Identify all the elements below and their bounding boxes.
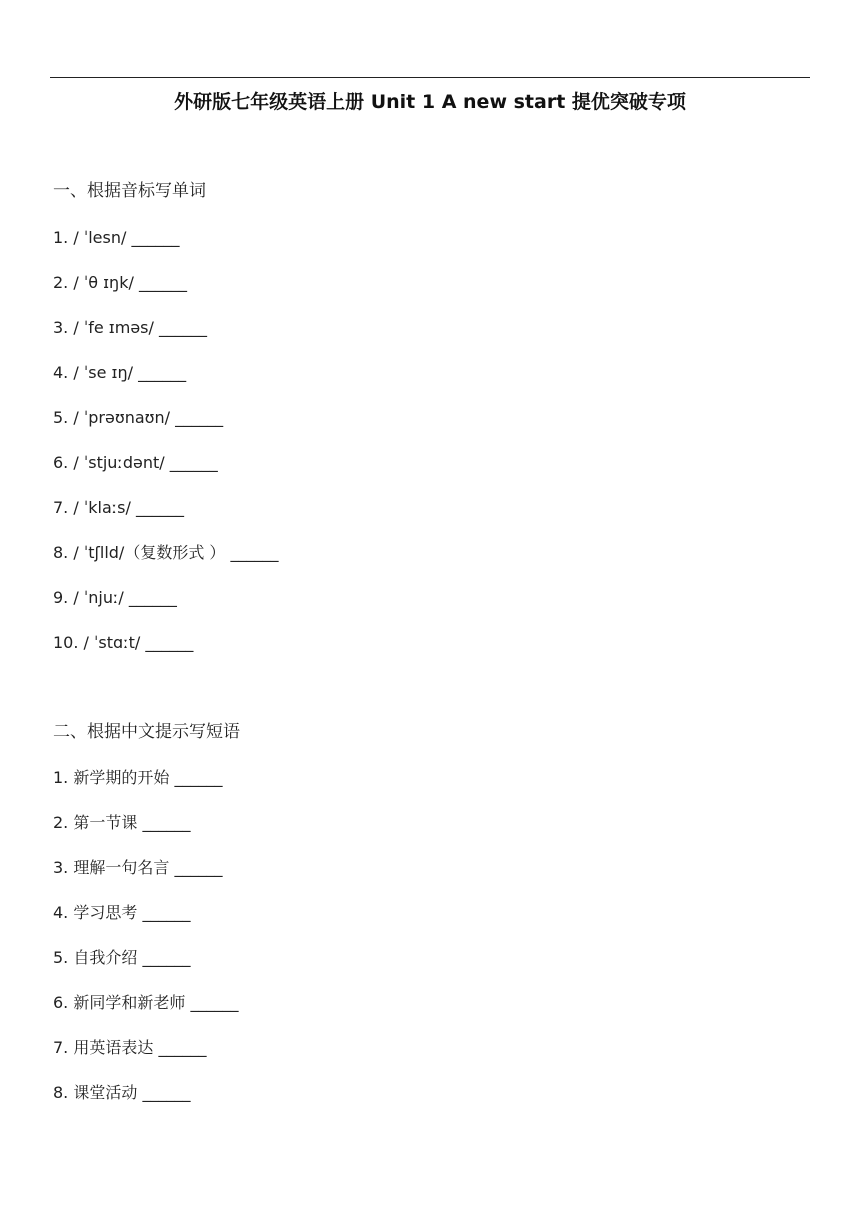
question-number: 10. [53,633,79,652]
chinese-prompt: 新学期的开始 [73,768,170,787]
chinese-prompt: 课堂活动 [73,1083,138,1102]
question-number: 5. [53,948,69,967]
section-1-question-10 [53,631,193,655]
phonetic-prompt: / ˈfe ɪməs/ [73,318,154,337]
question-number: 3. [53,318,69,337]
answer-blank[interactable]: ______ [138,363,187,382]
section-2-question-1 [53,766,222,790]
phonetic-prompt: / ˈstɑːt/ [83,633,141,652]
phonetic-prompt: / ˈprəʊnaʊn/ [73,408,171,427]
answer-blank[interactable]: ______ [142,948,191,967]
answer-blank[interactable]: ______ [159,318,207,337]
section-2-question-8 [53,1081,190,1105]
section-1-question-8 [53,541,279,565]
section-2-heading: 二、根据中文提示写短语 [53,722,240,742]
answer-blank[interactable]: ______ [142,813,191,832]
answer-blank[interactable]: ______ [175,408,224,427]
chinese-prompt: 新同学和新老师 [73,993,186,1012]
section-1-question-9 [53,586,177,610]
question-number: 6. [53,453,69,472]
answer-blank[interactable]: ______ [145,633,194,652]
document-title: 外研版七年级英语上册 Unit 1 A new start 提优突破专项 [174,91,686,113]
question-number: 7. [53,1038,69,1057]
phonetic-prompt: / ˈse ɪŋ/ [73,363,133,382]
question-number: 9. [53,588,69,607]
question-number: 5. [53,408,69,427]
chinese-prompt: 自我介绍 [73,948,138,967]
section-1-question-4 [53,361,186,385]
answer-blank[interactable]: ______ [169,453,218,472]
section-1-question-6 [53,451,218,475]
question-number: 2. [53,273,69,292]
section-1-heading: 一、根据音标写单词 [53,181,206,201]
answer-blank[interactable]: ______ [142,903,191,922]
question-number: 8. [53,543,69,562]
section-1-question-7 [53,496,184,520]
phonetic-prompt: / ˈlesn/ [73,228,127,247]
phonetic-prompt: / ˈθ ɪŋk/ [73,273,134,292]
section-2-question-3 [53,856,222,880]
question-number: 2. [53,813,69,832]
phonetic-prompt: / ˈnjuː/ [73,588,124,607]
answer-blank[interactable]: ______ [230,543,279,562]
answer-blank[interactable]: ______ [158,1038,207,1057]
question-number: 4. [53,903,69,922]
answer-blank[interactable]: ______ [138,273,187,292]
section-1-question-3 [53,316,207,340]
section-2-question-5 [53,946,190,970]
header-divider [50,77,810,78]
answer-blank[interactable]: ______ [128,588,177,607]
answer-blank[interactable]: ______ [174,768,223,787]
section-2-question-6 [53,991,238,1015]
chinese-prompt: 理解一句名言 [73,858,170,877]
phonetic-prompt: / ˈstjuːdənt/ [73,453,165,472]
question-number: 1. [53,768,69,787]
section-1-question-2 [53,271,187,295]
section-1-question-1 [53,226,179,250]
question-number: 7. [53,498,69,517]
answer-blank[interactable]: ______ [174,858,223,877]
section-1-question-5 [53,406,223,430]
answer-blank[interactable]: ______ [135,498,184,517]
answer-blank[interactable]: ______ [131,228,180,247]
question-number: 1. [53,228,69,247]
question-number: 4. [53,363,69,382]
section-2-question-2 [53,811,190,835]
question-number: 3. [53,858,69,877]
question-number: 6. [53,993,69,1012]
answer-blank[interactable]: ______ [190,993,239,1012]
answer-blank[interactable]: ______ [142,1083,191,1102]
chinese-prompt: 学习思考 [73,903,138,922]
phonetic-prompt: / ˈtʃlld/（复数形式 ） [73,543,226,562]
phonetic-prompt: / ˈklaːs/ [73,498,131,517]
chinese-prompt: 第一节课 [73,813,138,832]
question-number: 8. [53,1083,69,1102]
section-2-question-7 [53,1036,206,1060]
chinese-prompt: 用英语表达 [73,1038,154,1057]
section-2-question-4 [53,901,190,925]
